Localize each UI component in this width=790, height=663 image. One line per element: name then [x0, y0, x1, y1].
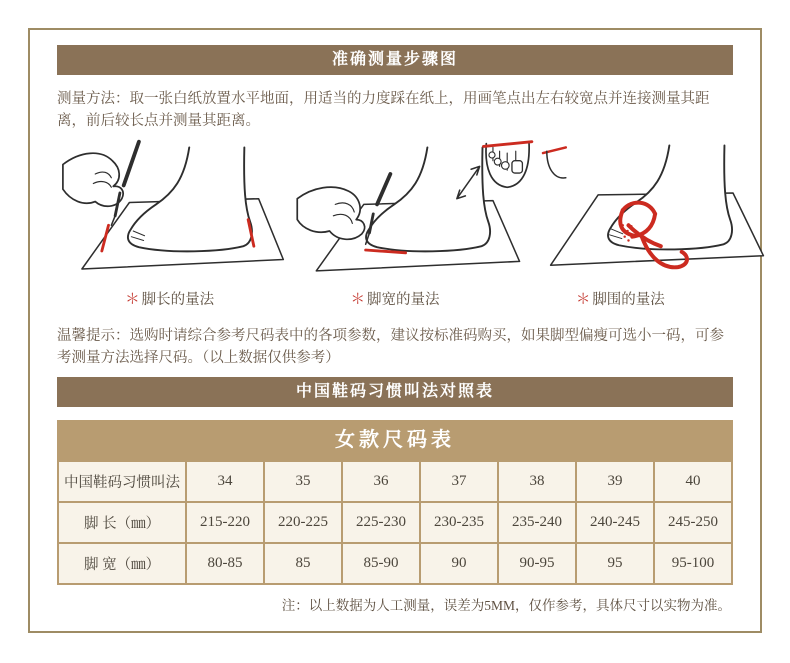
width-cell: 95-100	[654, 543, 732, 584]
size-cell: 40	[654, 461, 732, 502]
disclaimer-note: 注：以上数据为人工测量，误差为5MM，仅作参考，具体尺寸以实物为准。	[281, 598, 731, 613]
length-cell: 245-250	[654, 502, 732, 543]
foot-width-drawing-icon	[293, 136, 539, 288]
foot-girth-illustration	[539, 136, 775, 288]
tip-text: 温馨提示：选购时请综合参考尺码表中的各项参数，建议按标准码购买，如果脚型偏瘦可选小一码，可参考测量方法选择尺码。（以上数据仅供参考）	[57, 328, 724, 366]
red-asterisk-icon: ＊	[350, 292, 365, 308]
red-asterisk-icon: ＊	[575, 292, 591, 308]
women-size-table-title: 女款尺码表	[57, 420, 733, 460]
size-cell: 38	[498, 461, 576, 502]
foot-width-label: ＊ 脚宽的量法	[350, 292, 440, 308]
length-cell: 230-235	[420, 502, 498, 543]
guide-frame	[28, 28, 762, 633]
illustration-row	[57, 136, 733, 288]
width-cell: 85	[264, 543, 342, 584]
size-cell: 34	[186, 461, 264, 502]
size-chart-header: 中国鞋码习惯叫法对照表	[57, 377, 733, 407]
table-row	[58, 543, 732, 584]
length-cell: 235-240	[498, 502, 576, 543]
row-header: 脚 宽（㎜）	[58, 543, 186, 584]
length-cell: 225-230	[342, 502, 420, 543]
length-cell: 240-245	[576, 502, 654, 543]
row-header: 脚 长（㎜）	[58, 502, 186, 543]
measure-method-text: 测量方法：取一张白纸放置水平地面，用适当的力度踩在纸上，用画笔点出左右较宽点并连接测量其距离，前后较长点并测量其距离。	[57, 91, 710, 129]
foot-length-label: ＊ 脚长的量法	[125, 292, 215, 308]
foot-width-illustration	[293, 136, 539, 288]
foot-girth-label: ＊ 脚围的量法	[575, 292, 665, 308]
foot-length-drawing-icon	[57, 136, 293, 288]
length-cell: 215-220	[186, 502, 264, 543]
illustration-labels	[57, 288, 733, 309]
width-cell: 90	[420, 543, 498, 584]
table-row	[58, 502, 732, 543]
width-cell: 85-90	[342, 543, 420, 584]
size-cell: 35	[264, 461, 342, 502]
width-cell: 90-95	[498, 543, 576, 584]
table-row	[58, 461, 732, 502]
width-cell: 95	[576, 543, 654, 584]
foot-girth-drawing-icon	[539, 136, 775, 288]
red-asterisk-icon: ＊	[125, 292, 140, 308]
women-size-table	[57, 460, 733, 585]
size-cell: 36	[342, 461, 420, 502]
row-header: 中国鞋码习惯叫法	[58, 461, 186, 502]
width-cell: 80-85	[186, 543, 264, 584]
size-cell: 37	[420, 461, 498, 502]
length-cell: 220-225	[264, 502, 342, 543]
size-cell: 39	[576, 461, 654, 502]
foot-length-illustration	[57, 136, 293, 288]
measure-steps-header: 准确测量步骤图	[57, 45, 733, 75]
